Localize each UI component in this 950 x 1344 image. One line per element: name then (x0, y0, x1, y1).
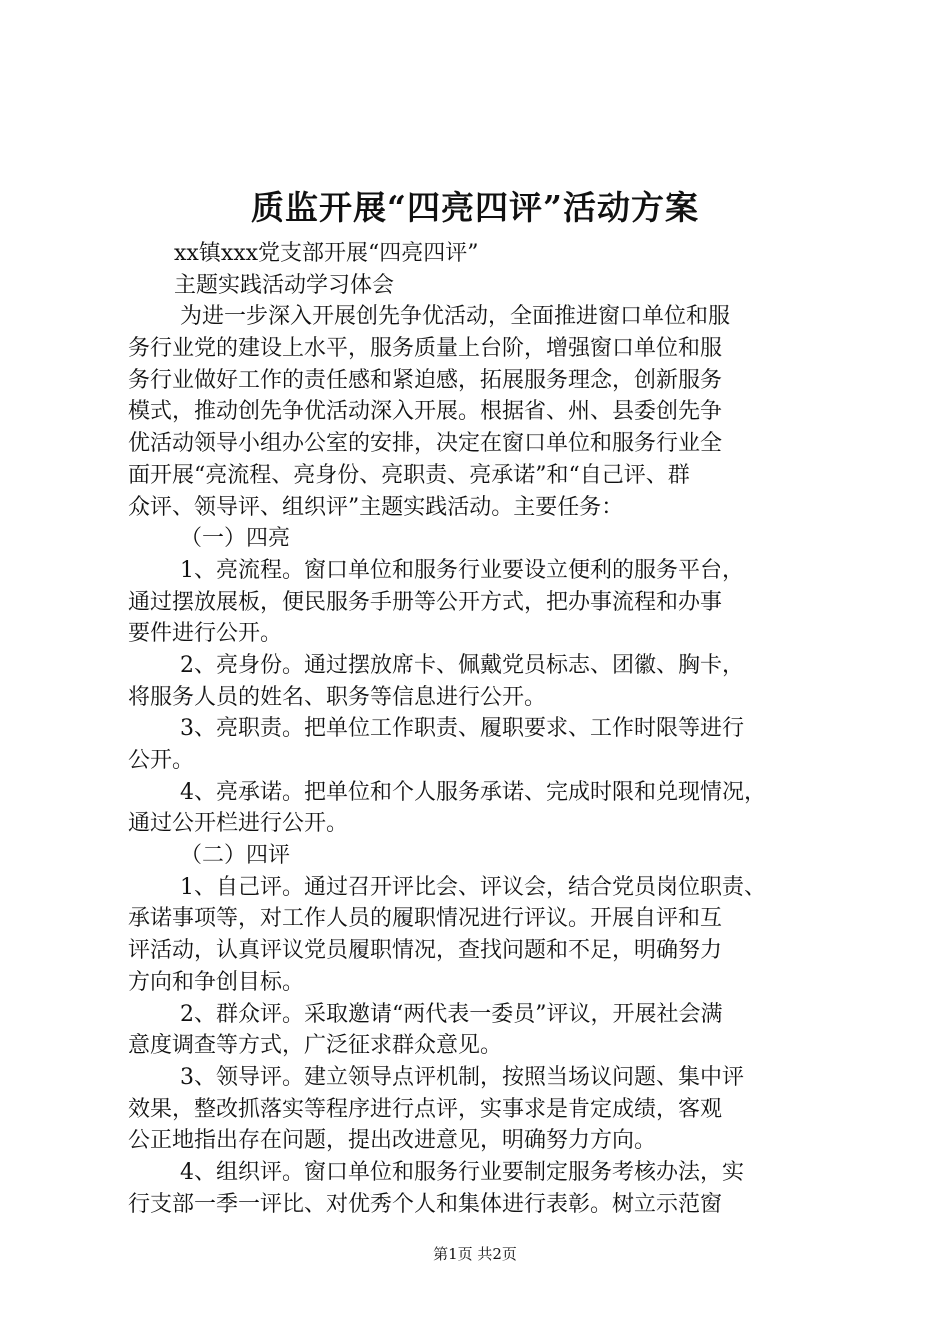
body-line: 评活动，认真评议党员履职情况，查找问题和不足，明确努力 (128, 938, 723, 964)
body-line: 将服务人员的姓名、职务等信息进行公开。 (128, 684, 547, 710)
body-line: 公开。 (128, 748, 195, 773)
body-line: 3、领导评。建立领导点评机制，按照当场议问题、集中评 (180, 1064, 744, 1090)
body-line: 务行业做好工作的责任感和紧迫感，拓展服务理念，创新服务 (128, 367, 723, 393)
body-line: 为进一步深入开展创先争优活动，全面推进窗口单位和服 (180, 304, 731, 330)
page-footer: 第1页 共2页 (433, 1245, 517, 1263)
document-title: 质监开展“四亮四评”活动方案 (251, 188, 699, 227)
body-line: 1、亮流程。窗口单位和服务行业要设立便利的服务平台， (180, 557, 744, 583)
body-line: 效果，整改抓落实等程序进行点评，实事求是肯定成绩，客观 (128, 1096, 723, 1122)
body-line: 模式，推动创先争优活动深入开展。根据省、州、县委创先争 (128, 399, 723, 425)
body-line: 公正地指出存在问题，提出改进意见，明确努力方向。 (128, 1128, 657, 1154)
body-line: 要件进行公开。 (128, 621, 283, 647)
body-line: 通过摆放展板，便民服务手册等公开方式，把办事流程和办事 (128, 589, 723, 615)
section-heading: （二）四评 (180, 843, 291, 869)
document-body (128, 238, 830, 1220)
body-line: 1、自己评。通过召开评比会、评议会，结合党员岗位职责、 (180, 874, 766, 900)
body-line: 优活动领导小组办公室的安排，决定在窗口单位和服务行业全 (128, 431, 723, 457)
body-line: 通过公开栏进行公开。 (128, 811, 349, 837)
body-line: 4、亮承诺。把单位和个人服务承诺、完成时限和兑现情况， (180, 779, 766, 805)
body-line: 2、群众评。采取邀请“两代表一委员”评议，开展社会满 (180, 1001, 723, 1027)
body-line: 主题实践活动学习体会 (174, 272, 395, 298)
body-line: xx镇xxx党支部开展“四亮四评” (174, 241, 479, 266)
body-line: 3、亮职责。把单位工作职责、履职要求、工作时限等进行 (180, 716, 744, 742)
body-line: 方向和争创目标。 (128, 969, 305, 995)
body-line: 众评、领导评、组织评”主题实践活动。主要任务： (128, 494, 624, 520)
body-line: 面开展“亮流程、亮身份、亮职责、亮承诺”和“自己评、群 (128, 462, 690, 488)
body-line: 4、组织评。窗口单位和服务行业要制定服务考核办法，实 (180, 1159, 744, 1185)
body-line: 务行业党的建设上水平，服务质量上台阶，增强窗口单位和服 (128, 336, 723, 362)
body-line: 承诺事项等，对工作人员的履职情况进行评议。开展自评和互 (128, 906, 723, 932)
body-line: 2、亮身份。通过摆放席卡、佩戴党员标志、团徽、胸卡， (180, 652, 744, 678)
body-line: 意度调查等方式，广泛征求群众意见。 (128, 1033, 503, 1059)
body-line: 行支部一季一评比、对优秀个人和集体进行表彰。树立示范窗 (128, 1191, 723, 1217)
section-heading: （一）四亮 (180, 526, 291, 552)
